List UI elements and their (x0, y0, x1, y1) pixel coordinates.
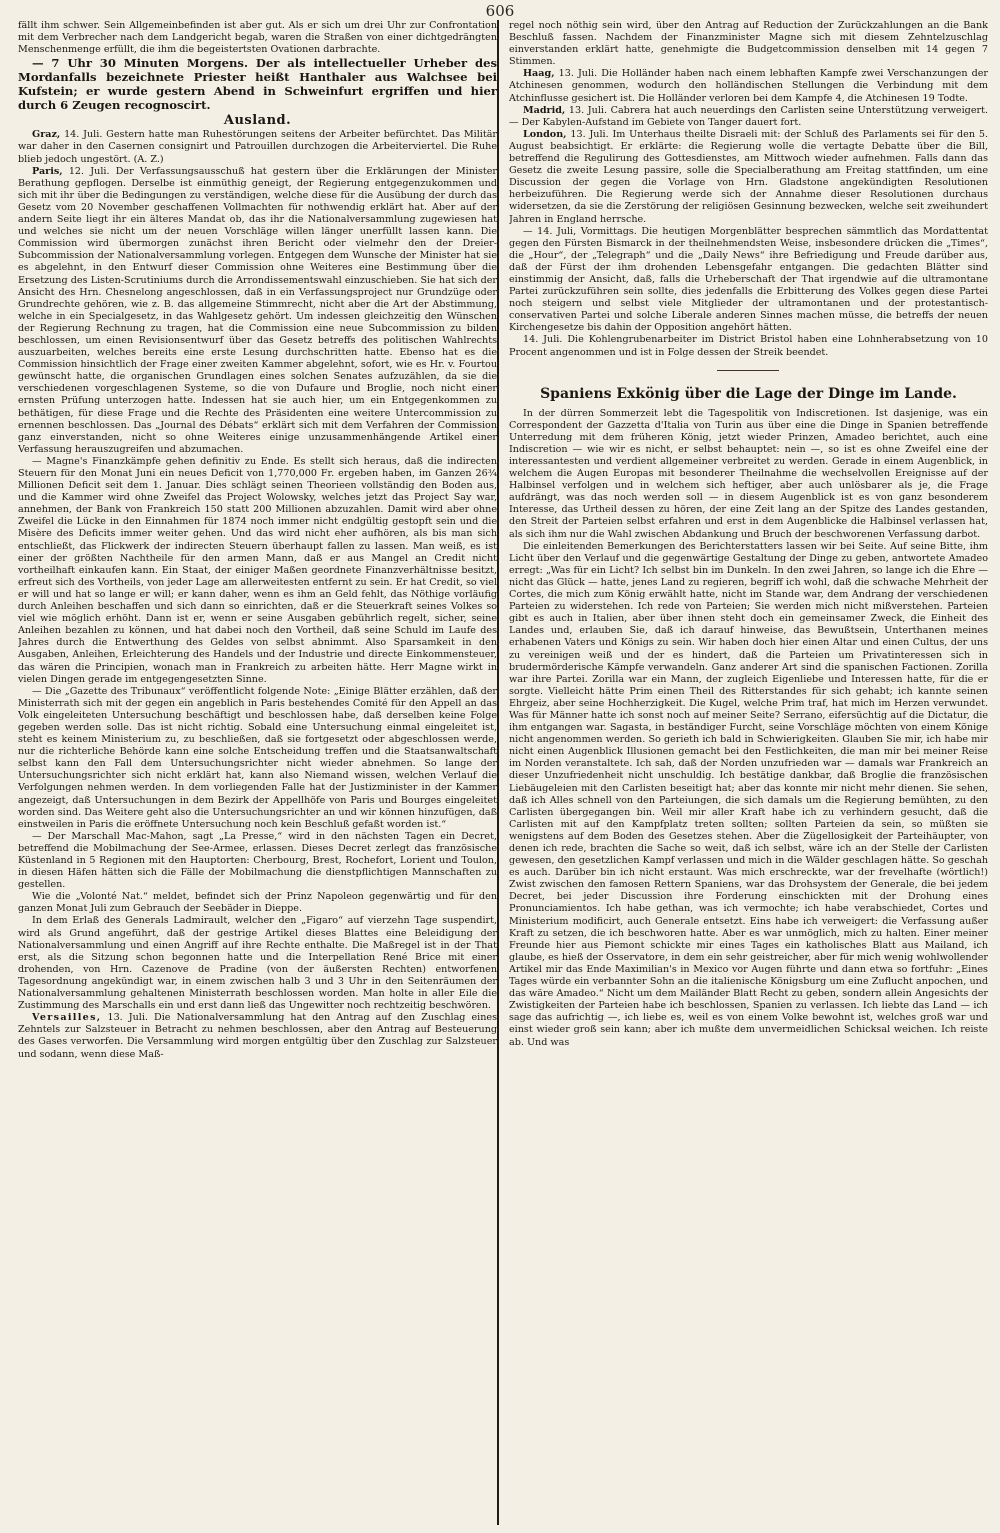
dateline-graz: Graz, (32, 129, 61, 141)
bold-headline: — 7 Uhr 30 Minuten Morgens. Der als intellectueller Urheber des Mordanfalls bezeichnete Priester heißt Hanthaler aus Walchsee bei Kufstein; er wurde gestern Abend in Schweinfurt ergriffen und hier durch 6 Zeugen recognoscirt. (18, 56, 498, 113)
haag-text: 13. Juli. Die Holländer haben nach einem lebhaften Kampfe zwei Verschanzungen der Atchinesen genommen, wodurch den holländischen Stellungen die Verbindung mit dem Atchinflusse gesichert ist. Die Holländer verloren bei dem Kampfe 4, die Atchinesen 19 Todte. (508, 68, 988, 104)
feature-paragraph-2: Die einleitenden Bemerkungen des Berichterstatters lassen wir bei Seite. Auf seine Bitte, ihm Licht über den Verlauf und die gegenwärtige Gestaltung der Dinge zu geben, antwortete Amadeo erregt: „Was für ein Licht? Ich selbst bin im Dunkeln. In den zwei Jahren, so lange ich die Ehre — nicht das Glück — hatte, jenes Land zu regieren, begriff ich wohl, daß die schwache Mehrheit der Cortes, die mich zum König erwählt hatte, nicht im Stande war, dem Andrang der verschiedenen Parteien zu widerstehen. Ich rede von Parteien; Sie werden mich nicht mißverstehen. Parteien gibt es auch in Italien, aber über ihnen steht doch ein gemeinsamer Zweck, die Einheit des Landes und, erlauben Sie, daß ich darauf hinweise, das Bewußtsein, Unterthanen meines erhabenen Vaters und Königs zu sein. Wir haben doch hier einen Altar und einen Cultus, der uns zu vereinigen weiß und der es hindert, daß die Parteien um Privatinteressen sich in brudermörderische Kämpfe verwandeln. Ganz anderer Art sind die spanischen Factionen. Zorilla war ihre Partei. Zorilla war ein Mann, der zugleich Eigenliebe und Interessen hatte, für die er sorgte. Vielleicht hätte Prim einen Theil des Ritterstandes für sich gehabt; ich kannte seinen Ehrgeiz, aber seine Hochherzigkeit. Die Kugel, welche Prim traf, hat mich im Herzen verwundet. Was für Männer hatte ich sonst noch auf meiner Seite? Serrano, eifersüchtig auf die Dictatur, die ihm entgangen war. Sagasta, in beständiger Furcht, seine Vorschläge möchten von einem Könige nicht angenommen werden. So gerieth ich bald in Schwierigkeiten. Glauben Sie mir, ich habe mir nicht einen Augenblick Illusionen gemacht bei den Festlichkeiten, die man mir bei meiner Reise im Norden veranstaltete. Ich sah, daß der Norden unzufrieden war — damals war Frankreich an dieser Unzufriedenheit nicht unschuldig. Ich bestätige dankbar, daß Broglie die französischen Liebäugeleien mit den Carlisten beseitigt hat; aber das konnte mir nicht mehr dienen. Sie sehen, daß ich Alles schnell von den Parteiungen, die sich damals um die Regierung bemühten, zu den Carlisten übergegangen bin. Weil mir aller Kraft habe ich zu verhindern gesucht, daß die Carlisten mit auf den Kampfplatz treten sollten; sollten Parteien da sein, so müßten sie wenigstens auf dem Boden des Gesetzes stehen. Aber die Zügellosigkeit der Parteihäupter, von denen ich rede, brachten die Sache so weit, daß ich selbst, wäre ich an der Stelle der Carlisten gewesen, den gesetzlichen Kampf verlassen und mich in die Wälder geschlagen hätte. So geschah es auch. Darüber bin ich nicht erstaunt. Was mich erschreckte, war der frevelhafte (wörtlich!) Zwist zwischen den famosen Rettern Spaniens, war das Drohsystem der Generale, die bei jedem Decret, bei jeder Discussion ihre Forderung einschickten mit der Drohung eines Pronunciamientos. Ich habe gethan, was ich vermochte; ich habe verabschiedet, Cortes und Ministerium modificirt, auch Generale entsetzt. Eins habe ich verweigert: die Verfassung außer Kraft zu setzen, die ich beschworen hatte. Aber es war unmöglich, mich zu halten. Einer meiner Freunde hier aus Piemont schickte mir eines Tages ein katholisches Blatt aus Mailand, ich glaube, es hieß der Osservatore, in dem ein sehr geistreicher, aber für mich wenig wohlwollender Artikel mir das Ende Maximilian's in Mexico vor Augen führte und dann etwa so fortfuhr: „Eines Tages würde ein verbannter Sohn an die italienische Königsburg um eine Zuflucht anpochen, und das wäre Amadeo.“ Nicht um dem Mailänder Blatt Recht zu geben, sondern allein Angesichts der Zwistigkeiten der Parteien habe ich beschlossen, Spanien zu verlassen. Ich liebte das Land — ich sage das aufrichtig —, ich liebe es, weil es von einem Volke bewohnt ist, welches groß war und einst wieder groß sein kann; aber ich mußte dem unvermeidlichen Schicksal weichen. Ich reiste ab. Und was (508, 540, 988, 1048)
columns (18, 20, 988, 1525)
right-column (509, 20, 988, 1525)
continued-paragraph: fällt ihm schwer. Sein Allgemeinbefinden ist aber gut. Als er sich um drei Uhr zur Confrontation mit dem Verbrecher nach dem Landgericht begab, waren die Straßen von einer dichtgedrängten Menschenmenge erfüllt, die ihm die begeistertsten Ovationen darbrachte. (18, 20, 498, 56)
dateline-haag: Haag, (522, 68, 555, 80)
figaro-report: In dem Erlaß des Generals Ladmirault, welcher den „Figaro“ auf vierzehn Tage suspendirt, wird als Grund angeführt, daß der gestrige Artikel dieses Blattes eine Beleidigung der Nationalversammlung und einen Angriff auf ihre Rechte enthalte. Die Maßregel ist in der That erst, als die Sitzung schon begonnen hatte und die Interpellation René Brice mit einer drohenden, von Hrn. Cazenove de Pradine (von der äußersten Rechten) entworfenen Tagesordnung angekündigt war, in einem zwischen halb 3 und 3 Uhr in den Seitenräumen der Nationalversammlung gehaltenen Ministerrath beschlossen worden. Man holte in aller Eile die Zustimmung des Marschalls ein und erst dann ließ das Ungewitter noch rechtzeitig beschwören. (18, 915, 498, 1012)
paris-report (18, 166, 497, 456)
london-report (509, 129, 988, 226)
graz-report (18, 129, 497, 165)
bristol-report: 14. Juli. Die Kohlengrubenarbeiter im District Bristol haben eine Lohnherabsetzung von 10 Procent angenommen und ist in Folge dessen der Streik beendet. (508, 334, 988, 358)
madrid-text: 13. Juli. Cabrera hat auch neuerdings den Carlisten seine Unterstützung verweigert. — Der Kabylen-Aufstand im Gebiete von Tanger dauert fort. (508, 104, 988, 128)
dateline-versailles: Versailles, (32, 1012, 102, 1024)
magne-report: — Magne's Finanzkämpfe gehen definitiv zu Ende. Es stellt sich heraus, daß die indirecten Steuern für den Monat Juni ein neues Deficit von 1,770,000 Fr. ergeben haben, im Ganzen 26¾ Millionen Deficit seit dem 1. Januar. Dies schlägt seinen Theorieen vollständig den Boden aus, und die Kammer wird ohne Zweifel das Project Wolowsky, welches jetzt das Project Say war, annehmen, der Bank von Frankreich 150 statt 200 Millionen abzuzahlen. Damit wird aber ohne Zweifel die Lücke in den Einnahmen für 1874 noch immer nicht endgültig gestopft sein und die Misère des Deficits immer weiter gehen. Und das wird nicht eher aufhören, als bis man sich entschließt, das Flickwerk der indirecten Steuern überhaupt fallen zu lassen. Man weiß, es ist einer der größten Nachtheile für den armen Mann, daß er aus Mangel an Credit nicht vortheilhaft einkaufen kann. Ein Staat, der einiger Maßen geordnete Finanzverhältnisse besitzt, erfreut sich des Vortheils, von jeder Lage am allerweitesten entfernt zu sein. Er hat Credit, so viel er will und hat so lange er will; er kann daher, wenn es ihm an Geld fehlt, das Nöthige vorläufig durch Anleihen beschaffen und sich dann so einrichten, daß er die Steuerkraft seines Volkes so viel wie möglich erhöht. Dann ist er, wenn er seine Ausgaben gebührlich regelt, sicher, seine Anleihen bezahlen zu können, und hat dabei noch den Vortheil, daß seine Schuld im Laufe des Jahres durch die Entwerthung des Geldes von selbst abnimmt. Also Sparsamkeit in den Ausgaben, Anleihen, Erleichterung des Handels und der Industrie und directe Einkommensteuer, das wären die Principien, wonach man in Frankreich zu arbeiten hätte. Herr Magne wirkt in vielen Dingen gerade im entgegengesetzten Sinne. (18, 455, 498, 685)
column-divider (497, 20, 499, 1525)
continued-paragraph-right: regel noch nöthig sein wird, über den Antrag auf Reduction der Zurückzahlungen an die Bank Beschluß fassen. Nachdem der Finanzminister Magne sich mit diesem Zehntelzuschlag einverstanden erklärt hatte, genehmigte die Budgetcommission denselben mit 14 gegen 7 Stimmen. (508, 20, 988, 68)
dateline-paris: Paris, (32, 165, 63, 177)
volonte-report: Wie die „Volonté Nat.“ meldet, befindet sich der Prinz Napoleon gegenwärtig und für den ganzen Monat Juli zum Gebrauch der Seebäder in Dieppe. (18, 891, 498, 915)
london-text: 13. Juli. Im Unterhaus theilte Disraeli mit: der Schluß des Parlaments sei für den 5. August beabsichtigt. Er erklärte: die Regierung wolle die vertagte Debatte über die Bill, betreffend die Regulirung des Gottesdienstes, am Mittwoch wieder aufnehmen. Falls dann das Gesetz die zweite Lesung passire, solle die Specialberathung am Freitag stattfinden, um eine Discussion der gegen die Vorlage von Hrn. Gladstone angekündigten Resolutionen herbeizuführen. Die Regierung werde sich der Annahme dieser Resolutionen durchaus widersetzen, da sie die Zerstörung der religiösen Gesinnung bezwecken, welche seit zweihundert Jahren in England herrsche. (508, 128, 988, 225)
macmahon-report: — Der Marschall Mac-Mahon, sagt „La Presse,“ wird in den nächsten Tagen ein Decret, betreffend die Mobilmachung der See-Armee, erlassen. Dieses Decret zerlegt das französische Küstenland in 5 Regionen mit den Hauptorten: Cherbourg, Brest, Rochefort, Lorient und Toulon, in diesen Häfen hätten sich die Fälle der Mobilmachung die dienstpflichtigen Mannschaften zu gestellen. (18, 830, 498, 891)
page-number: 606 (485, 2, 515, 20)
section-rule (717, 370, 779, 371)
madrid-report (509, 105, 988, 129)
dateline-madrid: Madrid, (522, 104, 566, 116)
feature-paragraph-1: In der dürren Sommerzeit lebt die Tagespolitik von Indiscretionen. Ist dasjenige, was ein Correspondent der Gazzetta d'Italia von Turin aus über eine die Dinge in Spanien betreffende Unterredung mit dem früheren König, jetzt wieder Prinzen, Amadeo berichtet, auch eine Indiscretion — wie wir es nicht, er selbst behauptet: nein —, so ist es ohne Zweifel eine der interessantesten und verdient allgemeiner verbreitet zu werden. Gerade in einem Augenblick, in welchem die Augen Europas mit besonderer Theilnahme die wechselvollen Ereignisse auf der Halbinsel verfolgen und in welchem sich heftiger, aber auch unlösbarer als je, die Frage aufdrängt, was das noch werden soll — in diesem Augenblick ist es von ganz besonderem Interesse, das Urtheil dessen zu hören, der eine Zeit lang an der Spitze des Landes gestanden, den Streit der Parteien selbst erfahren und erst in dem Augenblicke die Halbinsel verlassen hat, als sich ihm nur die Wahl zwischen Abdankung und Bruch der beschworenen Verfassung darbot. (508, 407, 988, 540)
versailles-text: 13. Juli. Die Nationalversammlung hat den Antrag auf den Zuschlag eines Zehntels zur Salzsteuer in Betracht zu nehmen beschlossen, aber den Antrag auf Besteuerung des Gases verworfen. Die Versammlung wird morgen entgültig über den Zuschlag zur Salzsteuer und sodann, wenn diese Maß- (18, 1012, 498, 1060)
section-heading: Ausland. (223, 113, 292, 129)
haag-report (509, 68, 988, 104)
london-report-2: — 14. Juli, Vormittags. Die heutigen Morgenblätter besprechen sämmtlich das Mordattentat gegen den Fürsten Bismarck in der theilnehmendsten Weise, insbesondere drücken die „Times“, die „Hour“, der „Telegraph“ und die „Daily News“ ihre Befriedigung und Freude darüber aus, daß der Fürst der ihm drohenden Lebensgefahr entgangen. Die gedachten Blätter sind einstimmig der Ansicht, daß, falls die Urheberschaft der That irgendwie auf die ultramontane Partei zurückzuführen sein sollte, dies jedenfalls die Erbitterung des Volkes gegen diese Partei noch steigern und selbst viele Mitglieder der ultramontanen und der protestantisch-conservativen Partei und solche Liberale anderen Sinnes machen müsse, die betreffs der neuen Kirchengesetze bis dahin der Opposition angehört hätten. (508, 225, 988, 334)
versailles-report (18, 1012, 497, 1060)
left-column (18, 20, 497, 1525)
graz-text: 14. Juli. Gestern hatte man Ruhestörungen seitens der Arbeiter befürchtet. Das Militär war daher in den Casernen consignirt und Patrouillen durchzogen die Arbeiterviertel. Die Ruhe blieb jedoch ungestört. (A. Z.) (18, 129, 498, 165)
dateline-london: London, (522, 128, 567, 140)
feature-title: Spaniens Exkönig über die Lage der Dinge im Lande. (540, 385, 957, 402)
paris-text: 12. Juli. Der Verfassungsausschuß hat gestern über die Erklärungen der Minister Berathung gepflogen. Derselbe ist einmüthig geneigt, der Regierung entgegenzukommen und sich mit ihr über die Bedingungen zu verständigen, welche diese für die Ausübung der durch das Gesetz vom 20 November geschaffenen Vollmachten für nothwendig erklärt hat. Aber auf der andern Seite liegt ihr ein älteres Mandat ob, das ihr die Nationalversammlung zugewiesen hat und welches sie nicht um der neuen Vorschläge willen länger unerfüllt lassen kann. Die Commission wird übermorgen zunächst ihren Bericht oder vielmehr den der Dreier-Subcommission der Nationalversammlung vorlegen. Entgegen dem Wunsche der Minister hat sie es abgelehnt, in den Entwurf dieser Commission ohne Weiteres eine Bestimmung über die Ersetzung des Listen-Scrutiniums durch die Arrondissementswahl einzuschieben. Sie hat sich der Ansicht des Hrn. Chesnelong angeschlossen, daß in ein Verfassungsproject nur Grundzüge oder Grundrechte gehören, wie z. B. das allgemeine Stimmrecht, nicht aber die Art der Abstimmung, welche in ein Specialgesetz, in das Wahlgesetz gehört. Um indessen gleichzeitig den Wünschen der Regierung Rechnung zu tragen, hat die Commission eine neue Subcommission zu bilden beschlossen, um einen Revisionsentwurf über das Gesetz betreffs des politischen Wahlrechts auszuarbeiten, welches bereits eine erste Lesung durchschritten hatte. Ebenso hat es die Commission hinsichtlich der Frage einer zweiten Kammer abgelehnt, sofort, wie es Hr. v. Fourtou gewünscht hatte, die organischen Grundlagen eines solchen Senates aufzuzählen, da sie die verschiedenen vorgeschlagenen Systeme, so die von Dufaure und Broglie, noch nicht einer ernsten Prüfung unterzogen hatte. Indessen hat sie auch hier, um ein Entgegenkommen zu bethätigen, für diese Frage und die Rechte des Präsidenten eine weitere Untercommission zu ernennen beschlossen. Das „Journal des Débats“ erklärt sich mit dem Verfahren der Commission ganz einverstanden, nicht so ohne Weiteres einige unzusammenhängende Artikel einer Verfassung herauszugreifen und abzumachen. (18, 165, 498, 455)
gazette-report: — Die „Gazette des Tribunaux“ veröffentlicht folgende Note: „Einige Blätter erzählen, daß der Ministerrath sich mit der gegen ein angeblich in Paris bestehendes Comité für den Appell an das Volk eingeleiteten Untersuchung beschäftigt und beschlossen habe, daß derselben keine Folge gegeben werden solle. Das ist nicht richtig. Sobald eine Untersuchung einmal eingeleitet ist, steht es keinem Ministerium zu, zu beschließen, daß sie fortgesetzt oder abgeschlossen werde, nur die richterliche Behörde kann eine solche Entscheidung treffen und die Staatsanwaltschaft selbst kann den Fall dem Untersuchungsrichter nicht wieder abnehmen. So lange der Untersuchungsrichter sich nicht erklärt hat, kann also Niemand wissen, welchen Verlauf die Verfolgungen nehmen werden. In dem vorliegenden Falle hat der Justizminister in der Kammer angezeigt, daß Untersuchungen in dem Bezirk der Appellhöfe von Paris und Bourges eingeleitet worden sind. Das Weitere geht also die Untersuchungsrichter an und wir können hinzufügen, daß einstweilen in Paris die eröffnete Untersuchung noch kein Beschluß gefaßt worden ist.“ (18, 685, 498, 830)
